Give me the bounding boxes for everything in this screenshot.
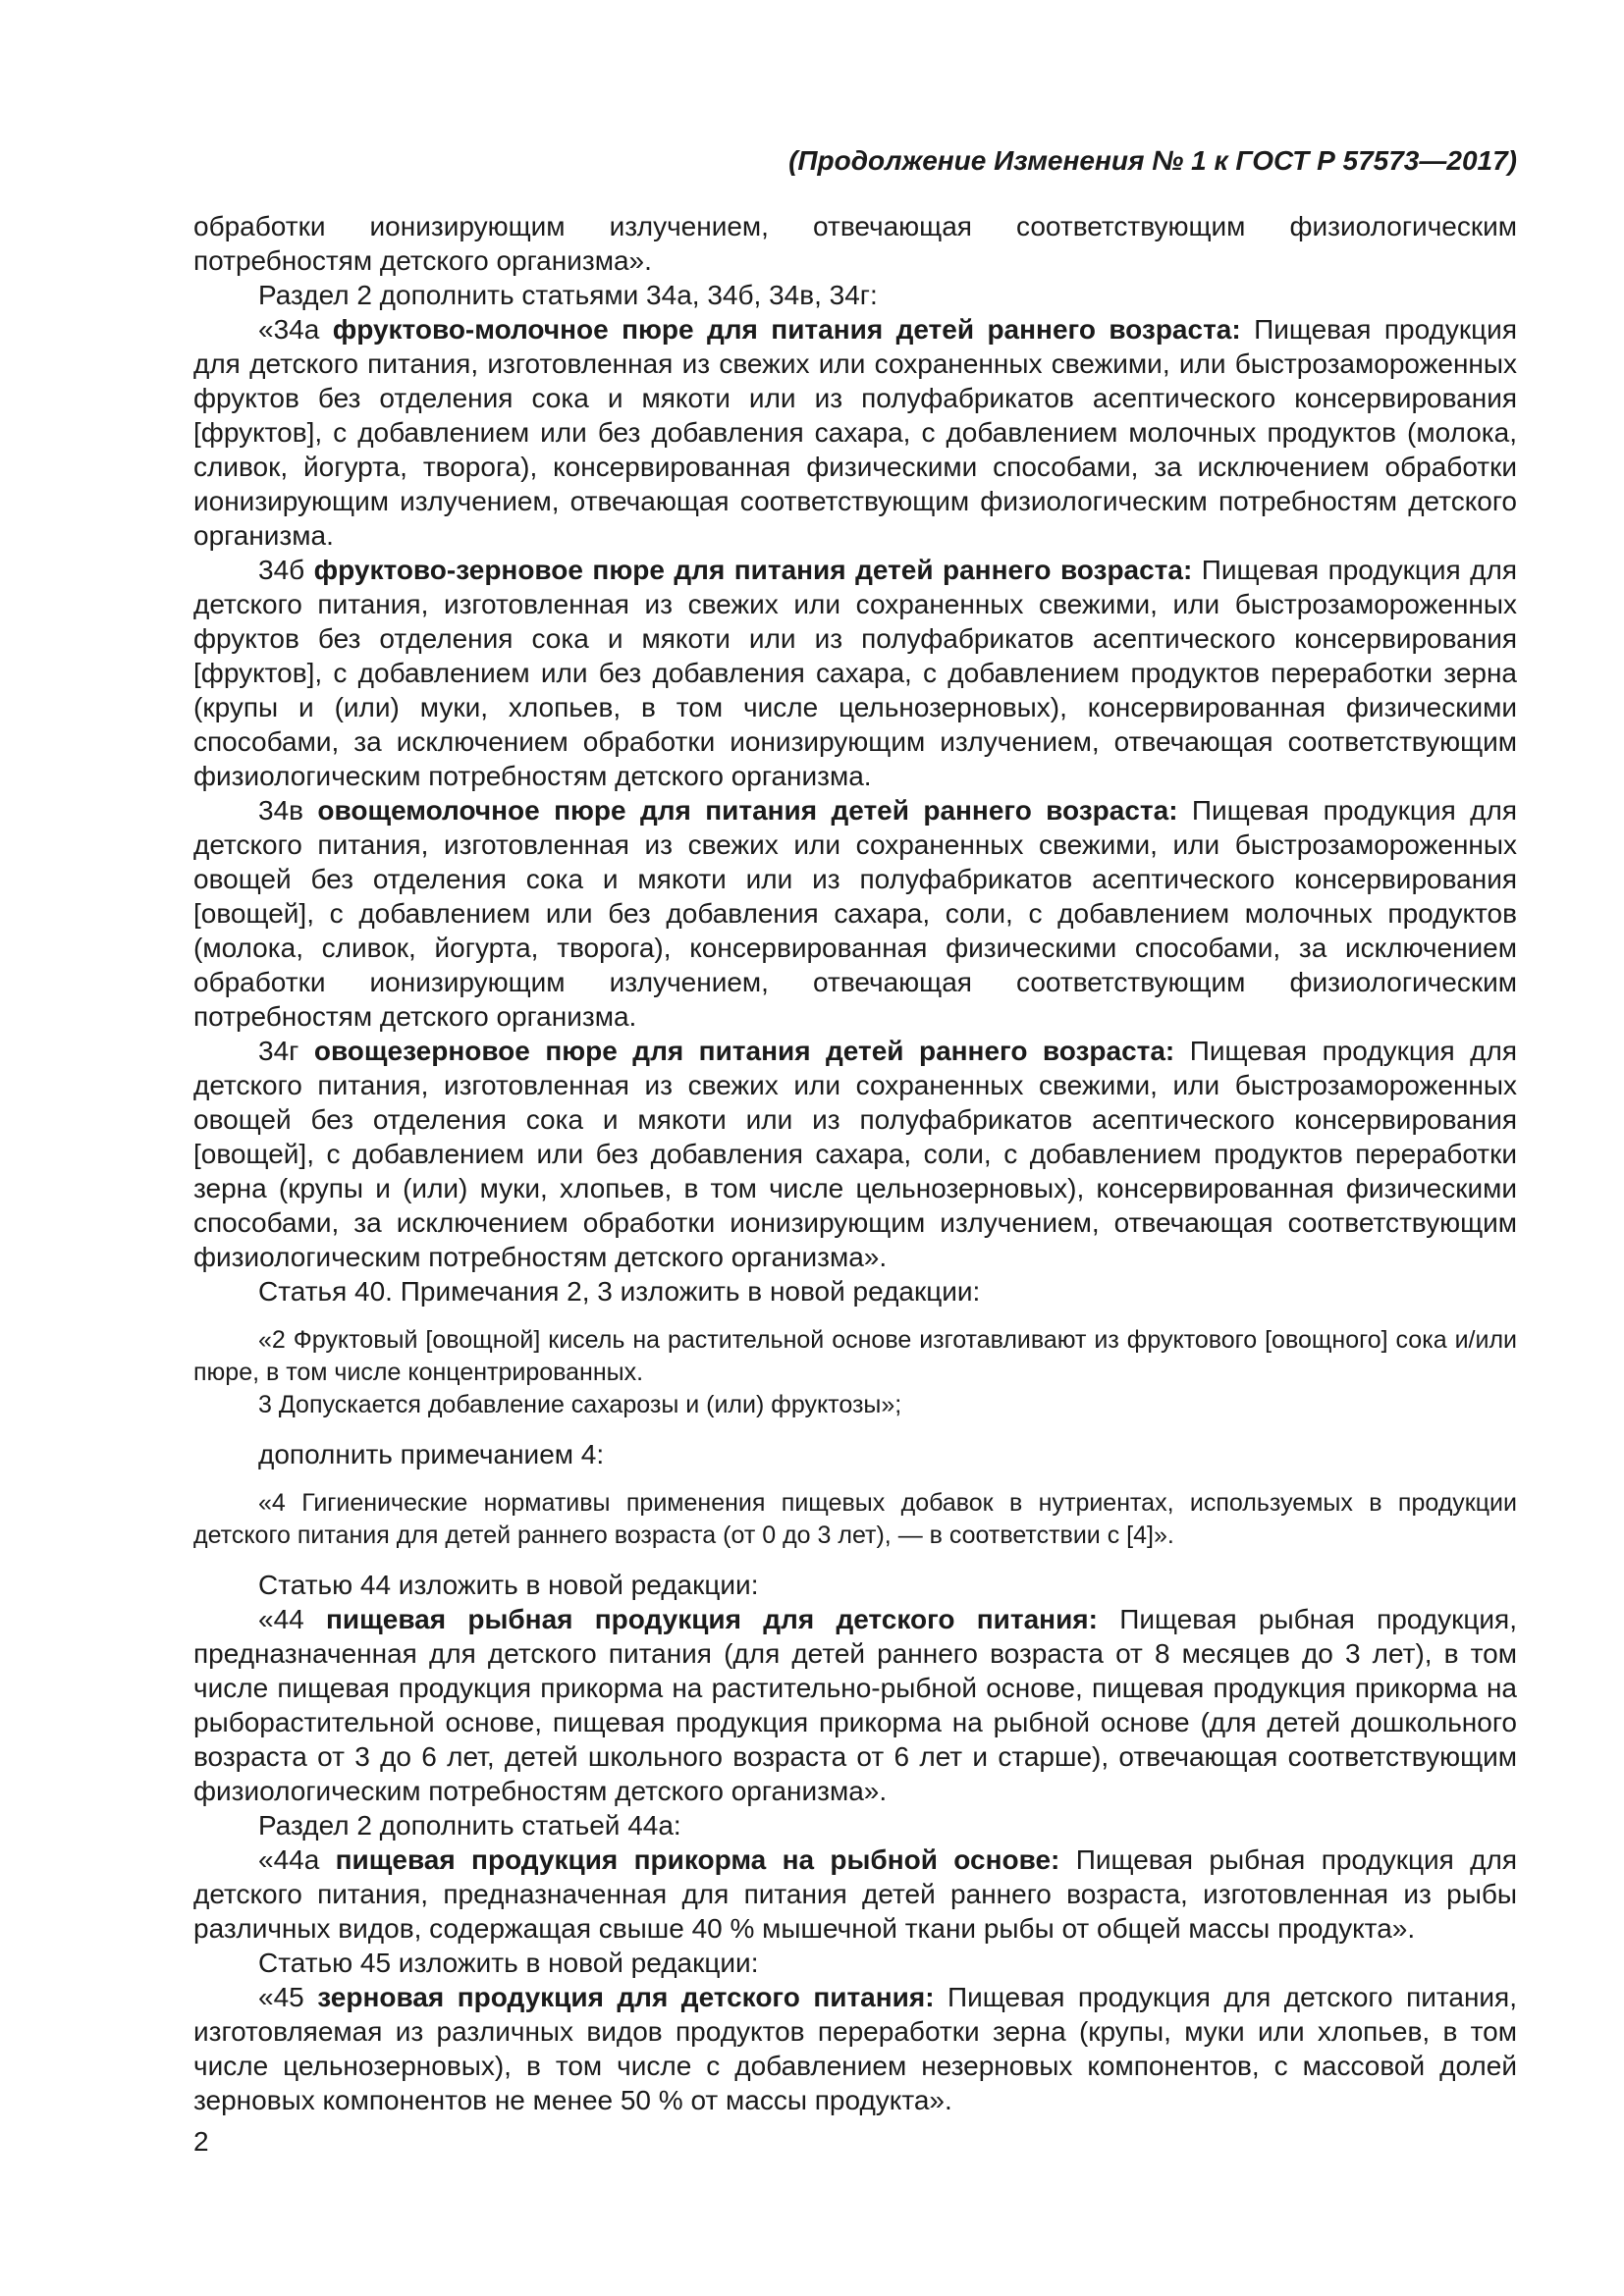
note-2: «2 Фруктовый [овощной] кисель на растительной основе изготавливают из фруктового [овощного] сока и/или пюре, в том числе концентрированных.	[193, 1326, 1517, 1386]
document-body	[193, 209, 1517, 2117]
paragraph-continuation: обработки ионизирующим излучением, отвечающая соответствующим физиологическим потребностям детского организма».	[193, 211, 1517, 276]
paragraph-44-term: пищевая рыбная продукция для детского питания:	[326, 1604, 1098, 1634]
paragraph-section2-add-34: Раздел 2 дополнить статьями 34а, 34б, 34в, 34г:	[258, 280, 878, 310]
paragraph-45-term: зерновая продукция для детского питания:	[317, 1982, 935, 2012]
paragraph-article44-intro: Статью 44 изложить в новой редакции:	[258, 1570, 759, 1600]
note-4: «4 Гигиенические нормативы применения пищевых добавок в нутриентах, используемых в продукции детского питания для детей раннего возраста (от 0 до 3 лет), — в соответствии с [4]».	[193, 1489, 1517, 1549]
paragraph-add-note4: дополнить примечанием 4:	[258, 1439, 605, 1469]
paragraph-section2-add-44a: Раздел 2 дополнить статьей 44а:	[258, 1810, 681, 1841]
paragraph-44: «44 пищевая рыбная продукция для детского питания: Пищевая рыбная продукция, предназначенная для детского питания (для детей раннего возраста от 8 месяцев до 3 лет), в том числе пищевая продукция прикорма на растительно-рыбной основе, пищевая продукция прикорма на рыборастительной основе, пищевая продукция прикорма на рыбной основе (для детей дошкольного возраста от 3 до 6 лет, детей школьного возраста от 6 лет и старше), отвечающая соответствующим физиологическим потребностям детского организма».	[193, 1604, 1517, 1806]
paragraph-44a: «44а пищевая продукция прикорма на рыбной основе: Пищевая рыбная продукция для детского питания, предназначенная для питания детей раннего возраста, изготовленная из рыбы различных видов, содержащая свыше 40 % мышечной ткани рыбы от общей массы продукта».	[193, 1844, 1517, 1944]
paragraph-34g: 34г овощезерновое пюре для питания детей раннего возраста: Пищевая продукция для детского питания, изготовленная из свежих или сохраненных свежими, или быстрозамороженных овощей без отделения сока и мякоти или из полуфабрикатов асептического консервирования [овощей], с добавлением или без добавления сахара, соли, с добавлением продуктов переработки зерна (крупы и (или) муки, хлопьев, в том числе цельнозерновых), консервированная физическими способами, за исключением обработки ионизирующим излучением, отвечающая соответствующим физиологическим потребностям детского организма».	[193, 1036, 1517, 1272]
note-3: 3 Допускается добавление сахарозы и (или) фруктозы»;	[258, 1391, 902, 1418]
paragraph-34b-term: фруктово-зерновое пюре для питания детей раннего возраста:	[313, 555, 1193, 585]
paragraph-34v: 34в овощемолочное пюре для питания детей раннего возраста: Пищевая продукция для детского питания, изготовленная из свежих или сохраненных свежими, или быстрозамороженных овощей без отделения сока и мякоти или из полуфабрикатов асептического консервирования [овощей], с добавлением или без добавления сахара, соли, с добавлением молочных продуктов (молока, сливок, йогурта, творога), консервированная физическими способами, за исключением обработки ионизирующим излучением, отвечающая соответствующим физиологическим потребностям детского организма.	[193, 795, 1517, 1032]
paragraph-34v-term: овощемолочное пюре для питания детей раннего возраста:	[317, 795, 1178, 826]
paragraph-article40: Статья 40. Примечания 2, 3 изложить в новой редакции:	[258, 1276, 981, 1307]
page-number: 2	[193, 2126, 209, 2157]
paragraph-34b: 34б фруктово-зерновое пюре для питания детей раннего возраста: Пищевая продукция для детского питания, изготовленная из свежих или сохраненных свежими, или быстрозамороженных фруктов без отделения сока и мякоти или из полуфабрикатов асептического консервирования [фруктов], с добавлением или без добавления сахара, с добавлением продуктов переработки зерна (крупы и (или) муки, хлопьев, в том числе цельнозерновых), консервированная физическими способами, за исключением обработки ионизирующим излучением, отвечающая соответствующим физиологическим потребностям детского организма.	[193, 555, 1517, 791]
paragraph-34a-term: фруктово-молочное пюре для питания детей раннего возраста:	[332, 314, 1241, 345]
paragraph-34a: «34а фруктово-молочное пюре для питания детей раннего возраста: Пищевая продукция для детского питания, изготовленная из свежих или сохраненных свежими, или быстрозамороженных фруктов без отделения сока и мякоти или из полуфабрикатов асептического консервирования [фруктов], с добавлением или без добавления сахара, с добавлением молочных продуктов (молока, сливок, йогурта, творога), консервированная физическими способами, за исключением обработки ионизирующим излучением, отвечающая соответствующим физиологическим потребностям детского организма.	[193, 314, 1517, 551]
paragraph-34g-term: овощезерновое пюре для питания детей раннего возраста:	[313, 1036, 1175, 1066]
running-title: (Продолжение Изменения № 1 к ГОСТ Р 57573—2017)	[788, 145, 1517, 176]
paragraph-44a-term: пищевая продукция прикорма на рыбной основе:	[335, 1844, 1060, 1875]
paragraph-article45-intro: Статью 45 изложить в новой редакции:	[258, 1948, 759, 1978]
paragraph-45: «45 зерновая продукция для детского питания: Пищевая продукция для детского питания, изготовляемая из различных видов продуктов переработки зерна (крупы, муки или хлопьев, в том числе цельнозерновых), в том числе с добавлением незерновых компонентов, с массовой долей зерновых компонентов не менее 50 % от массы продукта».	[193, 1982, 1517, 2115]
